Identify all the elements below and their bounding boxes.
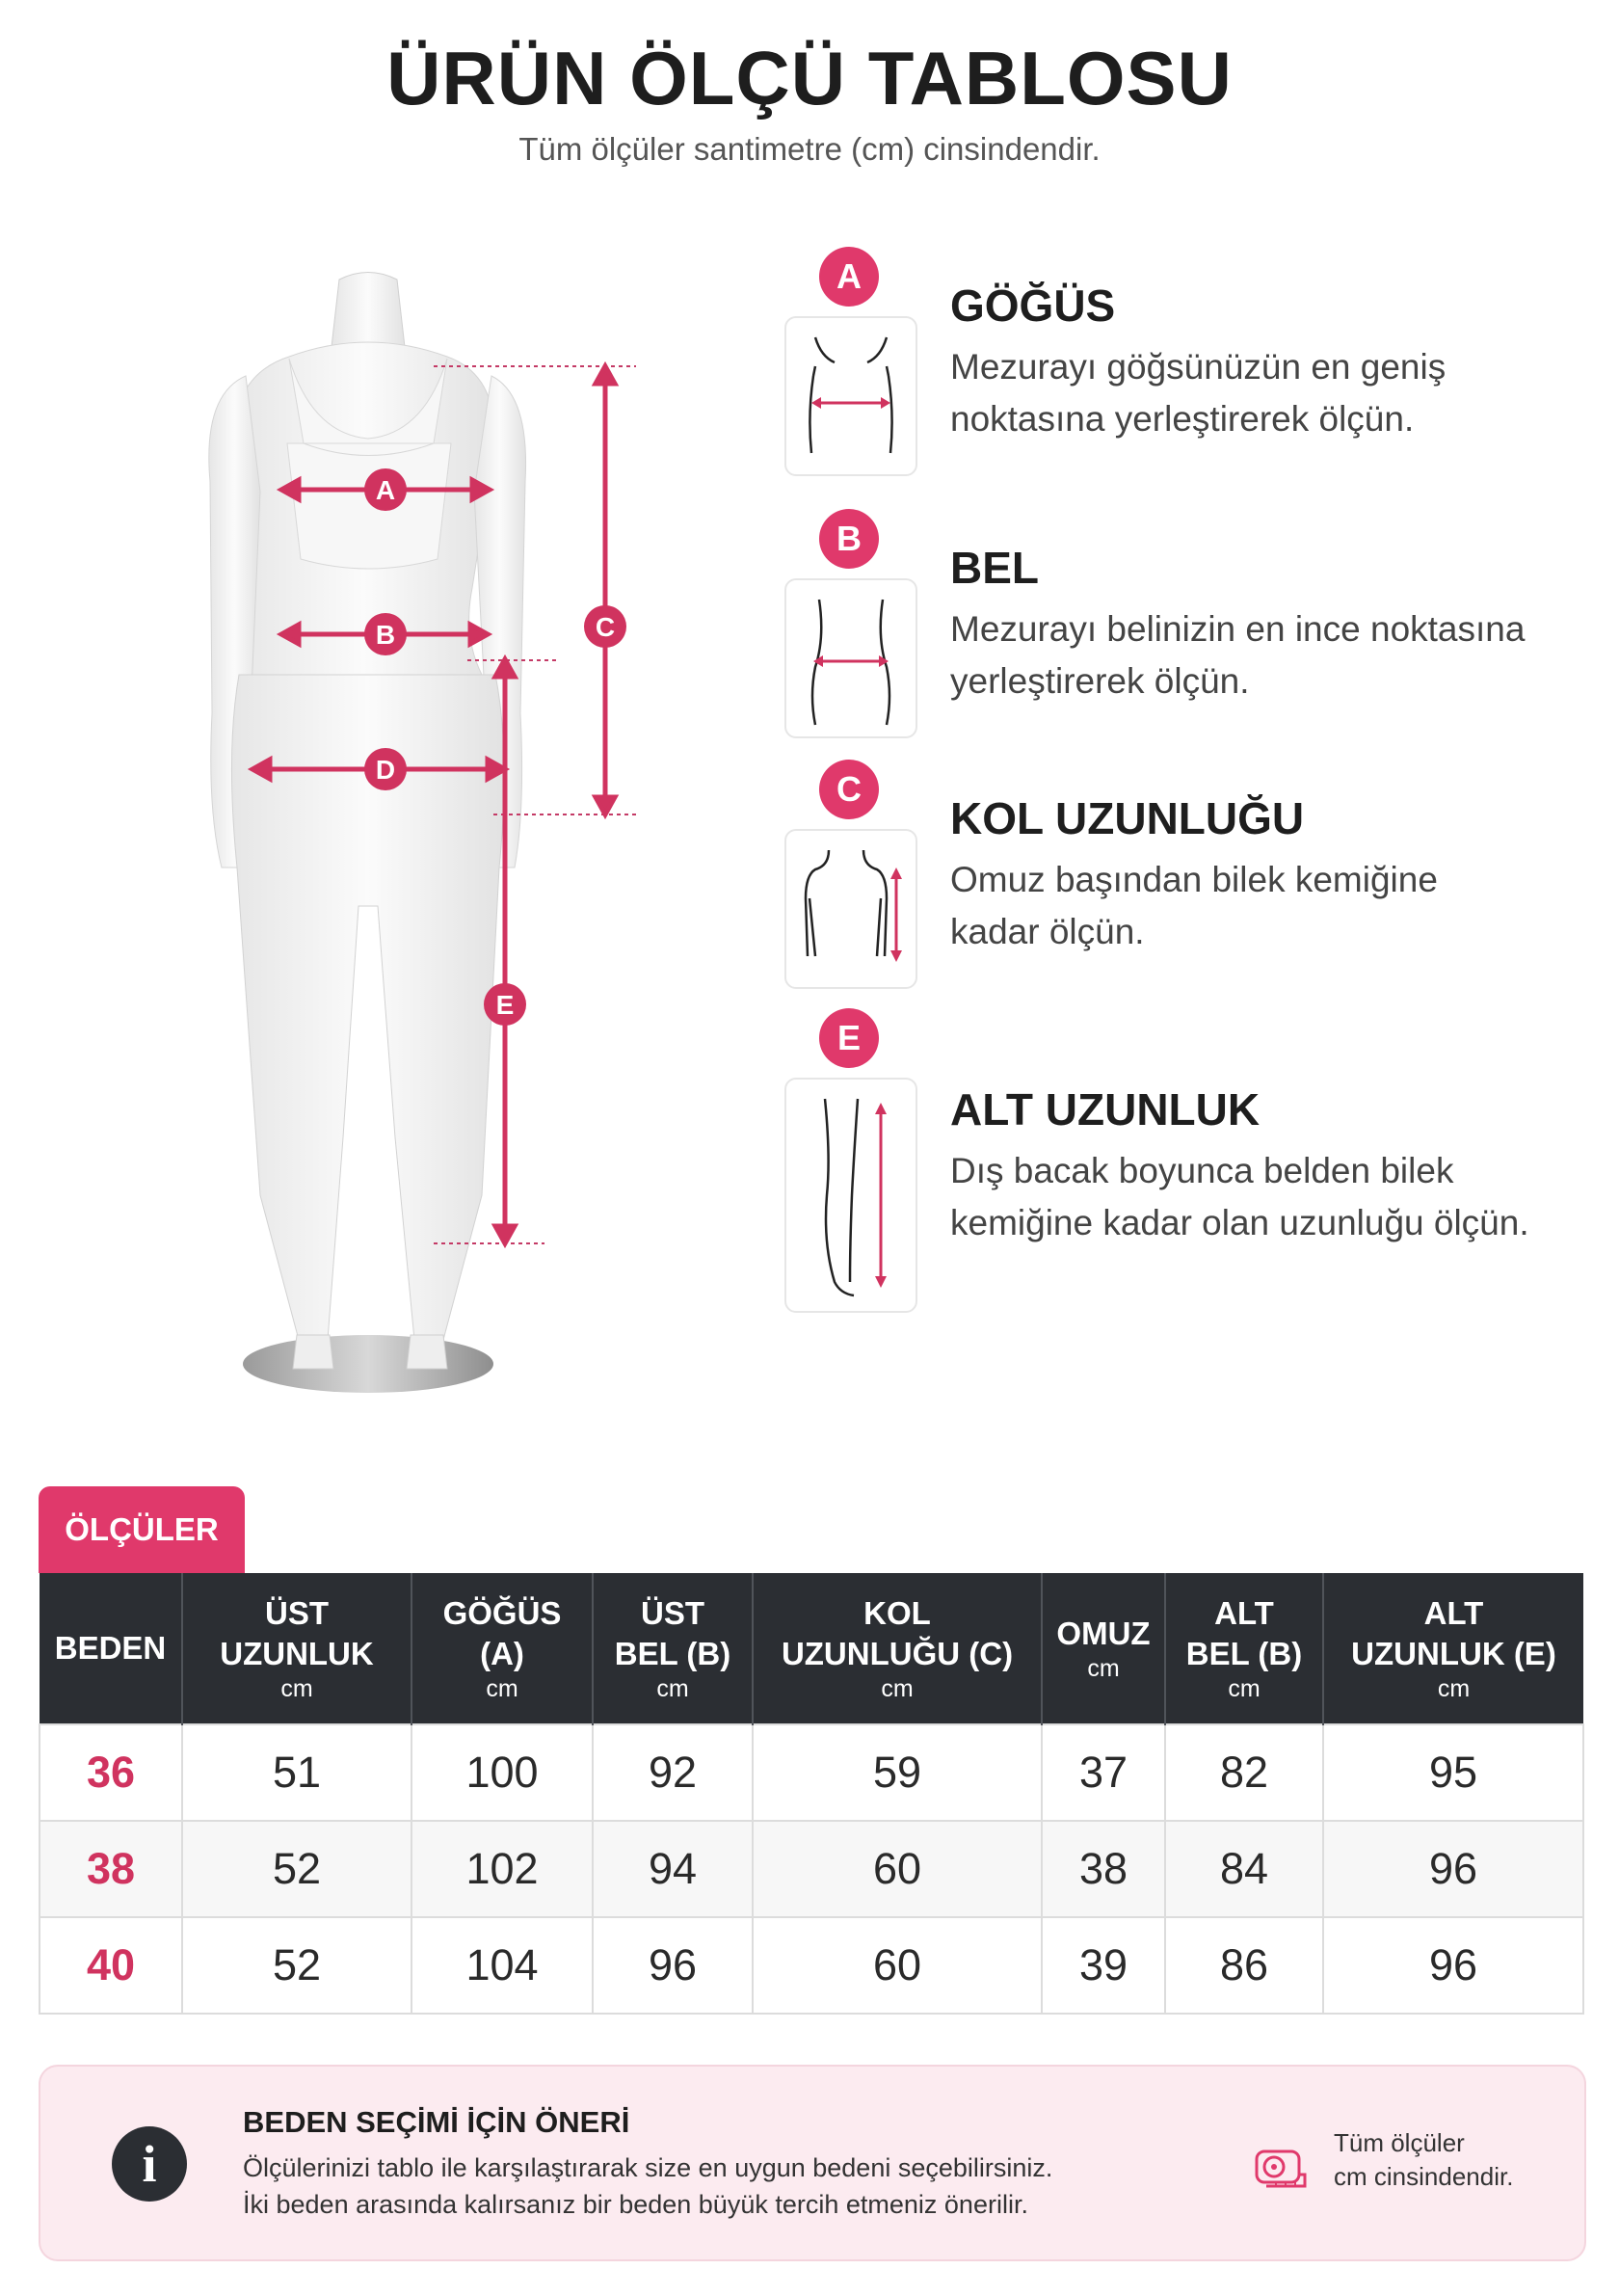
tip-note: [1334, 2126, 1513, 2194]
table-cell: 38: [1042, 1821, 1165, 1917]
guide-title-arm: KOL UZUNLUĞU: [950, 793, 1305, 843]
guide-title-chest: GÖĞÜS: [950, 280, 1116, 331]
table-cell: 96: [593, 1917, 753, 2014]
marker-d-label: D: [375, 755, 396, 785]
size-cell: 40: [40, 1917, 182, 2014]
table-cell: 96: [1323, 1821, 1583, 1917]
table-cell: 60: [753, 1917, 1042, 2014]
guide-text-arm-line2: kadar ölçün.: [950, 912, 1145, 951]
size-cell: 36: [40, 1724, 182, 1821]
badge-c: C: [819, 760, 879, 819]
header-omuz: OMUZ cm: [1042, 1573, 1165, 1724]
table-cell: 95: [1323, 1724, 1583, 1821]
tip-note-line2: cm cinsindendir.: [1334, 2162, 1514, 2191]
tip-title: BEDEN SEÇİMİ İÇİN ÖNERİ: [243, 2105, 630, 2139]
table-cell: 60: [753, 1821, 1042, 1917]
measuring-tape-icon: [1253, 2138, 1307, 2192]
page-subtitle: Tüm ölçüler santimetre (cm) cinsindendir.: [518, 131, 1101, 167]
table-cell: 86: [1165, 1917, 1323, 2014]
guide-text-waist-line2: yerleştirerek ölçün.: [950, 661, 1250, 701]
badge-e: E: [819, 1008, 879, 1068]
badge-b: B: [819, 509, 879, 569]
chest-measure-icon: [784, 316, 917, 476]
header-ust-uzunluk: ÜST UZUNLUK cm: [182, 1573, 411, 1724]
guide-item-waist: [781, 509, 1609, 750]
marker-b-label: B: [375, 620, 396, 650]
tip-note-line1: Tüm ölçüler: [1334, 2128, 1465, 2157]
guide-text-leg-line1: Dış bacak boyunca belden bilek: [950, 1151, 1454, 1190]
table-cell: 94: [593, 1821, 753, 1917]
guide-title-leg: ALT UZUNLUK: [950, 1084, 1261, 1135]
guide-text-arm: [950, 854, 1606, 958]
header-beden: BEDEN: [40, 1573, 182, 1724]
table-tab-label: ÖLÇÜLER: [39, 1486, 245, 1573]
guide-item-chest: [781, 247, 1609, 488]
badge-a: A: [819, 247, 879, 307]
size-cell: 38: [40, 1821, 182, 1917]
size-tip-box: [39, 2065, 1586, 2261]
table-cell: 39: [1042, 1917, 1165, 2014]
header-alt-bel: ALT BEL (B) cm: [1165, 1573, 1323, 1724]
table-cell: 59: [753, 1724, 1042, 1821]
guide-text-chest-line1: Mezurayı göğsünüzün en geniş: [950, 347, 1446, 387]
table-cell: 92: [593, 1724, 753, 1821]
guide-text-chest-line2: noktasına yerleştirerek ölçün.: [950, 399, 1415, 439]
guide-text-chest: [950, 341, 1606, 445]
header-gogus: GÖĞÜS (A) cm: [411, 1573, 593, 1724]
table-cell: 102: [411, 1821, 593, 1917]
tip-line-2: İki beden arasında kalırsanız bir beden büyük tercih etmeniz önerilir.: [243, 2190, 1028, 2219]
header-ust-bel: ÜST BEL (B) cm: [593, 1573, 753, 1724]
table-cell: 84: [1165, 1821, 1323, 1917]
guide-text-waist-line1: Mezurayı belinizin en ince noktasına: [950, 609, 1526, 649]
header-alt-uzunluk: ALT UZUNLUK (E) cm: [1323, 1573, 1583, 1724]
table-cell: 104: [411, 1917, 593, 2014]
stand-base: [243, 1335, 493, 1393]
table-cell: 100: [411, 1724, 593, 1821]
guide-text-leg: [950, 1145, 1606, 1249]
table-row: [40, 1724, 1583, 1821]
table-cell: 37: [1042, 1724, 1165, 1821]
table-cell: 52: [182, 1821, 411, 1917]
table-cell: 96: [1323, 1917, 1583, 2014]
marker-c-label: C: [595, 612, 616, 642]
guide-title-waist: BEL: [950, 543, 1039, 593]
arm-length-icon: [784, 829, 917, 989]
tip-line-1: Ölçülerinizi tablo ile karşılaştırarak size en uygun bedeni seçebilirsiniz.: [243, 2153, 1053, 2182]
waist-measure-icon: [784, 578, 917, 738]
page-title: ÜRÜN ÖLÇÜ TABLOSU: [386, 36, 1233, 120]
marker-a-label: A: [375, 475, 396, 505]
marker-e-label: E: [495, 990, 515, 1020]
table-cell: 51: [182, 1724, 411, 1821]
guide-text-arm-line1: Omuz başından bilek kemiğine: [950, 860, 1438, 899]
guide-text-waist: [950, 603, 1606, 707]
table-cell: 52: [182, 1917, 411, 2014]
table-row: [40, 1821, 1583, 1917]
mannequin-illustration: [116, 270, 655, 1407]
header-kol-uzunlugu: KOL UZUNLUĞU (C) cm: [753, 1573, 1042, 1724]
size-table: [39, 1573, 1584, 2015]
table-row: [40, 1917, 1583, 2014]
guide-item-arm: [781, 760, 1609, 1001]
guide-text-leg-line2: kemiğine kadar olan uzunluğu ölçün.: [950, 1203, 1529, 1242]
leg-length-icon: [784, 1078, 917, 1313]
info-icon: i: [112, 2126, 187, 2202]
mannequin-figure: [116, 270, 655, 1407]
guide-item-leg: [781, 1008, 1609, 1336]
table-header-row: [40, 1573, 1583, 1724]
table-cell: 82: [1165, 1724, 1323, 1821]
